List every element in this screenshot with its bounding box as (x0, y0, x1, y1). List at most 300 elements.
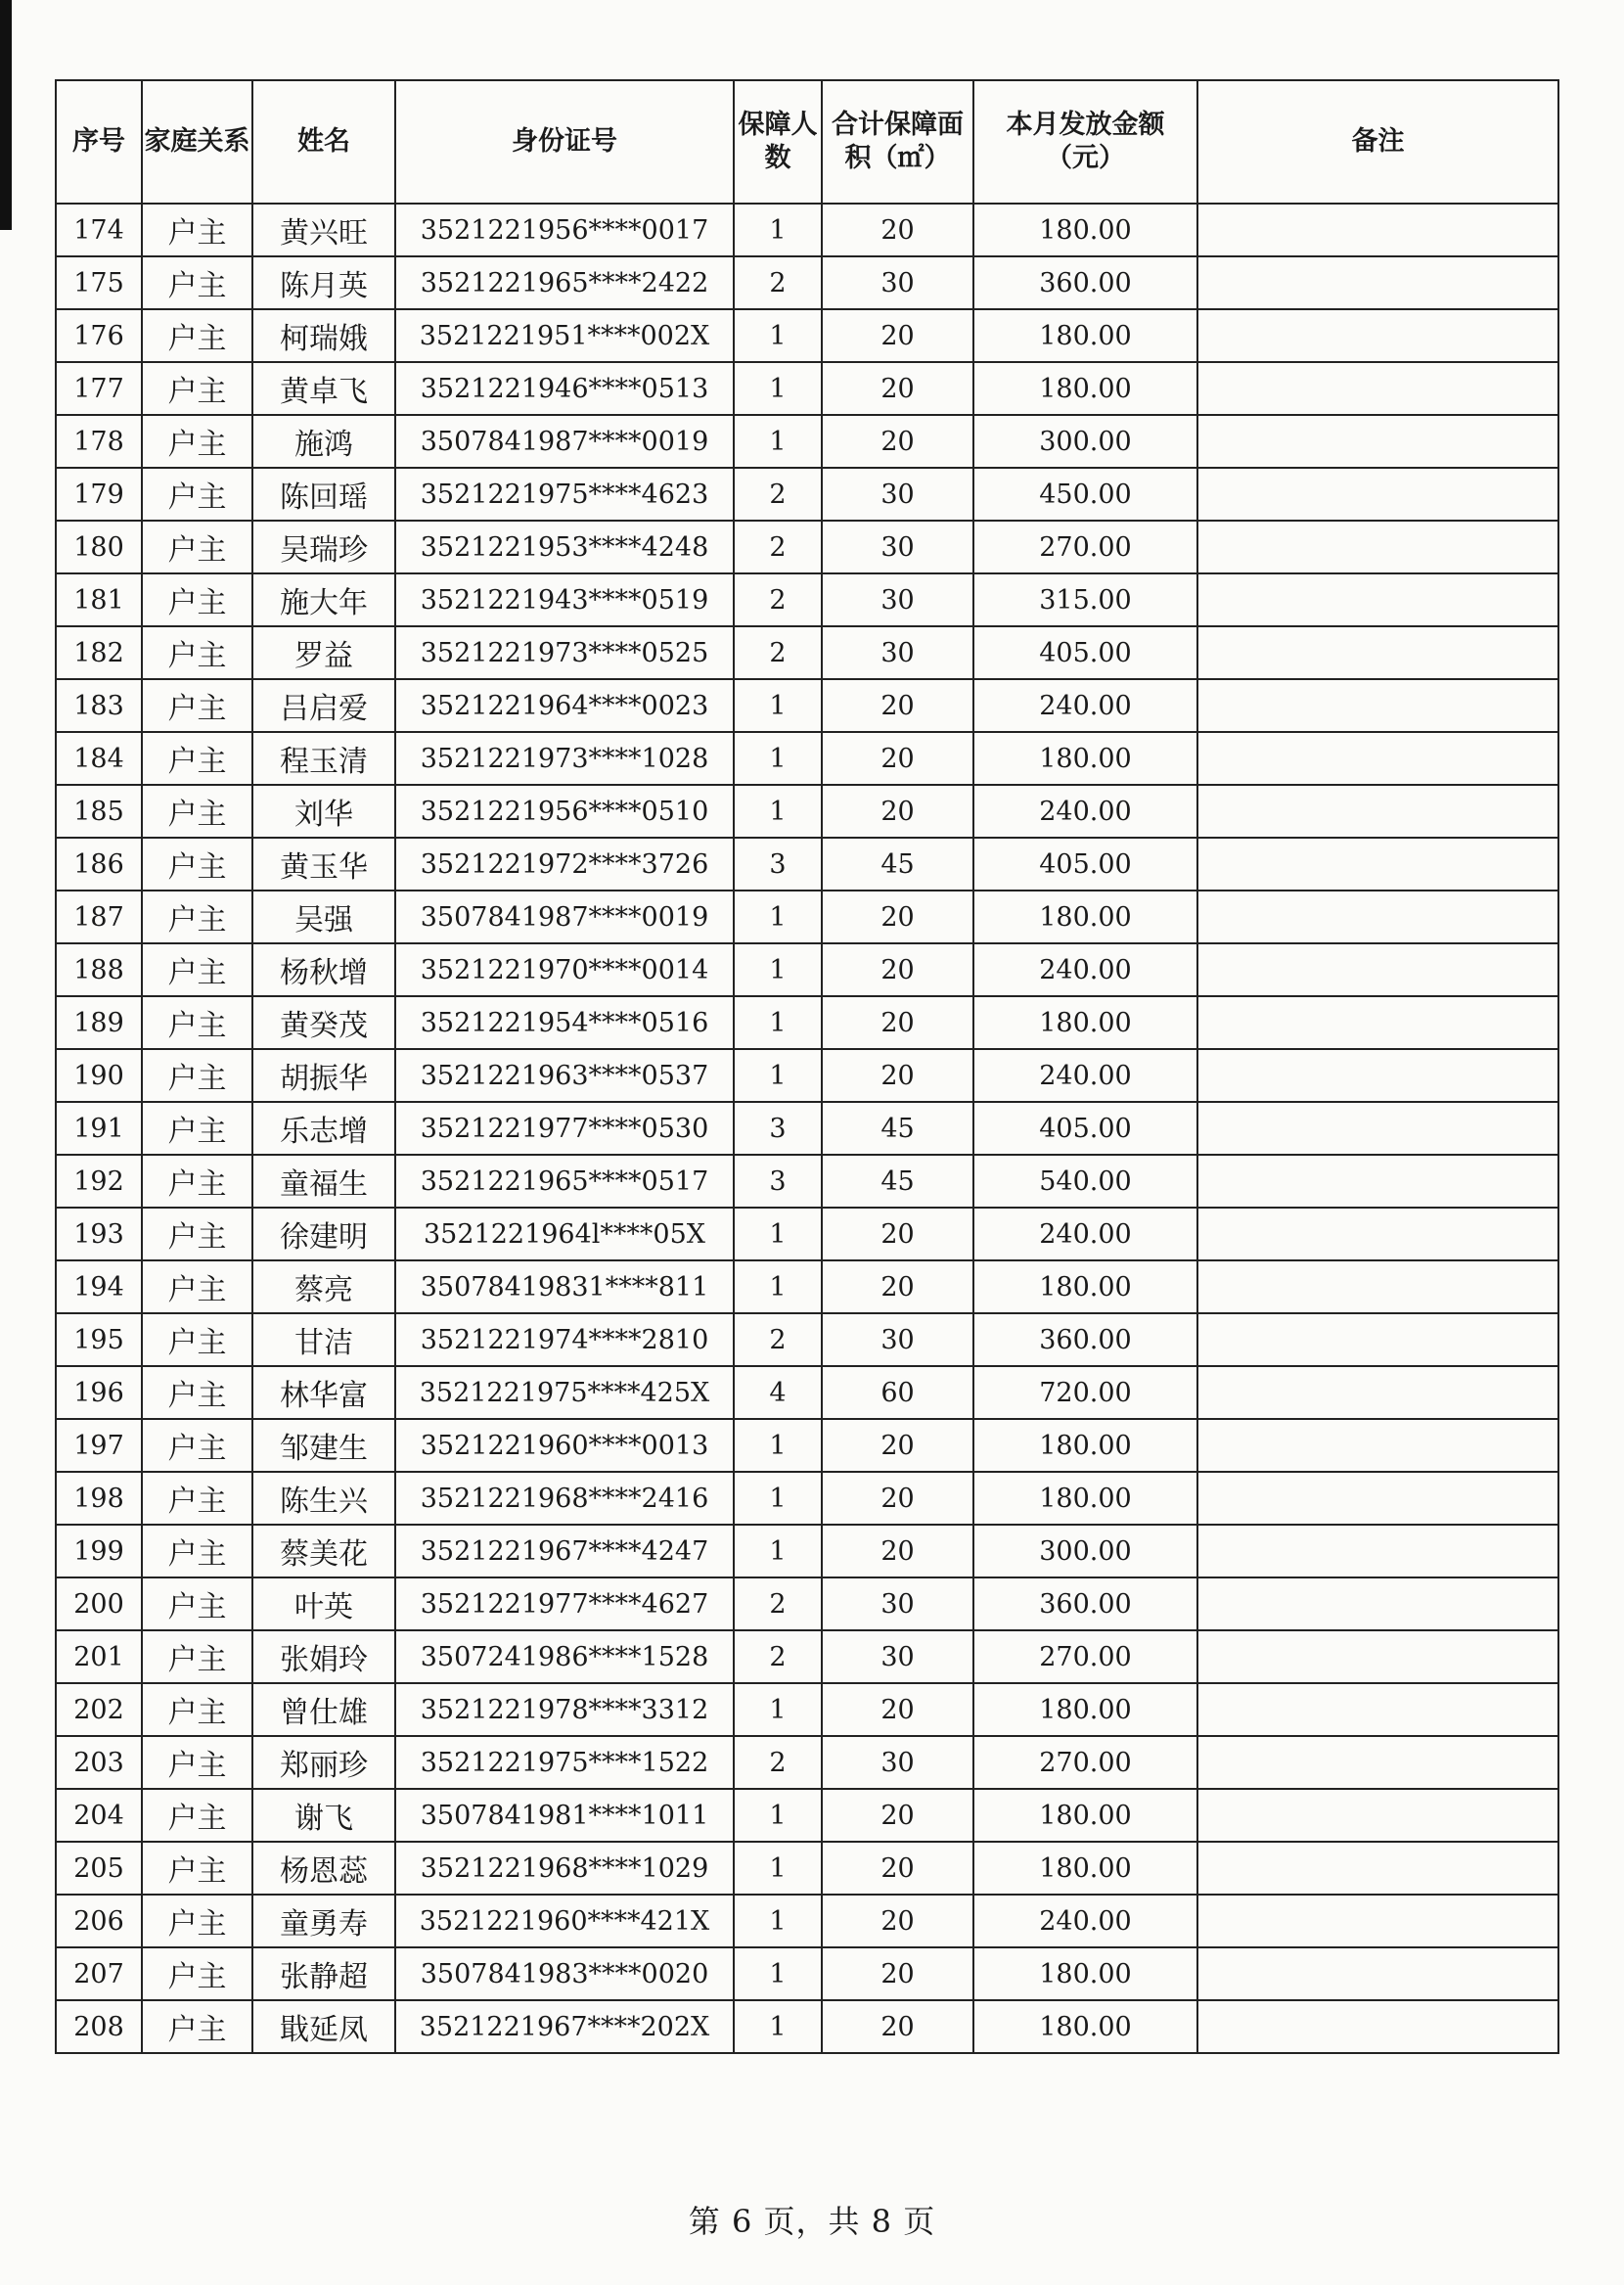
cell-amount: 315.00 (973, 573, 1197, 626)
cell-amount: 360.00 (973, 1313, 1197, 1366)
table-row (56, 573, 1558, 626)
cell-relation: 户主 (142, 1208, 252, 1260)
cell-persons: 1 (734, 785, 822, 838)
cell-relation: 户主 (142, 1947, 252, 2000)
cell-index: 183 (56, 679, 142, 732)
cell-remarks (1197, 573, 1558, 626)
cell-name: 陈生兴 (252, 1472, 395, 1525)
cell-relation: 户主 (142, 309, 252, 362)
cell-index: 174 (56, 204, 142, 256)
table-row (56, 1736, 1558, 1789)
cell-area: 20 (822, 1683, 973, 1736)
table-row (56, 1260, 1558, 1313)
cell-remarks (1197, 1736, 1558, 1789)
cell-name: 童勇寿 (252, 1895, 395, 1947)
cell-remarks (1197, 679, 1558, 732)
cell-relation: 户主 (142, 785, 252, 838)
cell-relation: 户主 (142, 1366, 252, 1419)
cell-amount: 180.00 (973, 1789, 1197, 1842)
cell-amount: 180.00 (973, 1947, 1197, 2000)
cell-id-number: 3521221956****0510 (395, 785, 734, 838)
cell-id-number: 3521221967****202X (395, 2000, 734, 2053)
cell-area: 20 (822, 1419, 973, 1472)
cell-index: 201 (56, 1630, 142, 1683)
cell-name: 甘洁 (252, 1313, 395, 1366)
cell-remarks (1197, 521, 1558, 573)
cell-amount: 180.00 (973, 204, 1197, 256)
cell-amount: 240.00 (973, 785, 1197, 838)
cell-persons: 1 (734, 1208, 822, 1260)
cell-index: 202 (56, 1683, 142, 1736)
cell-index: 198 (56, 1472, 142, 1525)
cell-remarks (1197, 1366, 1558, 1419)
cell-remarks (1197, 1260, 1558, 1313)
cell-area: 45 (822, 1102, 973, 1155)
cell-area: 20 (822, 1049, 973, 1102)
cell-id-number: 3521221977****4627 (395, 1577, 734, 1630)
cell-area: 20 (822, 204, 973, 256)
cell-persons: 1 (734, 1842, 822, 1895)
cell-area: 20 (822, 362, 973, 415)
table-row (56, 415, 1558, 468)
cell-id-number: 3521221964l****05X (395, 1208, 734, 1260)
cell-name: 曾仕雄 (252, 1683, 395, 1736)
cell-index: 205 (56, 1842, 142, 1895)
cell-amount: 270.00 (973, 1630, 1197, 1683)
table-row (56, 309, 1558, 362)
cell-index: 190 (56, 1049, 142, 1102)
table-row (56, 891, 1558, 943)
cell-relation: 户主 (142, 1577, 252, 1630)
cell-id-number: 3521221964****0023 (395, 679, 734, 732)
cell-persons: 1 (734, 204, 822, 256)
cell-remarks (1197, 1102, 1558, 1155)
cell-id-number: 3507841983****0020 (395, 1947, 734, 2000)
cell-remarks (1197, 785, 1558, 838)
cell-name: 胡振华 (252, 1049, 395, 1102)
cell-area: 20 (822, 415, 973, 468)
cell-name: 乐志增 (252, 1102, 395, 1155)
cell-name: 蔡美花 (252, 1525, 395, 1577)
cell-remarks (1197, 1577, 1558, 1630)
header-name: 姓名 (252, 80, 395, 204)
header-relation: 家庭关系 (142, 80, 252, 204)
cell-area: 20 (822, 1947, 973, 2000)
cell-persons: 2 (734, 573, 822, 626)
cell-name: 施鸿 (252, 415, 395, 468)
cell-index: 185 (56, 785, 142, 838)
cell-index: 182 (56, 626, 142, 679)
cell-id-number: 3521221978****3312 (395, 1683, 734, 1736)
cell-id-number: 3507841987****0019 (395, 891, 734, 943)
cell-amount: 180.00 (973, 362, 1197, 415)
cell-amount: 360.00 (973, 1577, 1197, 1630)
cell-id-number: 3521221973****1028 (395, 732, 734, 785)
cell-name: 郑丽珍 (252, 1736, 395, 1789)
cell-area: 30 (822, 1313, 973, 1366)
cell-persons: 1 (734, 1683, 822, 1736)
cell-name: 徐建明 (252, 1208, 395, 1260)
table-row (56, 362, 1558, 415)
cell-id-number: 3521221965****0517 (395, 1155, 734, 1208)
cell-persons: 2 (734, 468, 822, 521)
subsidy-table (55, 79, 1559, 2054)
cell-id-number: 3521221968****1029 (395, 1842, 734, 1895)
cell-remarks (1197, 838, 1558, 891)
header-index: 序号 (56, 80, 142, 204)
cell-area: 30 (822, 521, 973, 573)
table-row (56, 1842, 1558, 1895)
cell-amount: 540.00 (973, 1155, 1197, 1208)
cell-index: 187 (56, 891, 142, 943)
cell-id-number: 3521221960****0013 (395, 1419, 734, 1472)
cell-name: 吴强 (252, 891, 395, 943)
cell-id-number: 35078419831****811 (395, 1260, 734, 1313)
cell-area: 20 (822, 1260, 973, 1313)
cell-relation: 户主 (142, 1155, 252, 1208)
cell-name: 黄兴旺 (252, 204, 395, 256)
cell-name: 罗益 (252, 626, 395, 679)
cell-id-number: 3521221954****0516 (395, 996, 734, 1049)
cell-id-number: 3521221975****425X (395, 1366, 734, 1419)
cell-relation: 户主 (142, 1842, 252, 1895)
cell-remarks (1197, 256, 1558, 309)
cell-area: 20 (822, 309, 973, 362)
cell-persons: 1 (734, 1789, 822, 1842)
cell-id-number: 3521221975****4623 (395, 468, 734, 521)
cell-amount: 180.00 (973, 309, 1197, 362)
table-row (56, 2000, 1558, 2053)
cell-persons: 3 (734, 1155, 822, 1208)
cell-name: 程玉清 (252, 732, 395, 785)
cell-amount: 180.00 (973, 2000, 1197, 2053)
cell-id-number: 3521221970****0014 (395, 943, 734, 996)
cell-persons: 1 (734, 1472, 822, 1525)
cell-relation: 户主 (142, 1102, 252, 1155)
cell-remarks (1197, 1683, 1558, 1736)
cell-relation: 户主 (142, 362, 252, 415)
header-amount: 本月发放金额（元） (973, 80, 1197, 204)
cell-name: 张娟玲 (252, 1630, 395, 1683)
cell-name: 黄卓飞 (252, 362, 395, 415)
cell-amount: 180.00 (973, 1260, 1197, 1313)
cell-persons: 4 (734, 1366, 822, 1419)
cell-id-number: 3521221956****0017 (395, 204, 734, 256)
cell-amount: 240.00 (973, 1049, 1197, 1102)
cell-remarks (1197, 468, 1558, 521)
cell-index: 196 (56, 1366, 142, 1419)
cell-remarks (1197, 1472, 1558, 1525)
table-row (56, 1049, 1558, 1102)
cell-name: 谢飞 (252, 1789, 395, 1842)
cell-name: 黄癸茂 (252, 996, 395, 1049)
cell-persons: 3 (734, 1102, 822, 1155)
cell-persons: 2 (734, 521, 822, 573)
cell-index: 175 (56, 256, 142, 309)
cell-relation: 户主 (142, 573, 252, 626)
cell-amount: 240.00 (973, 1208, 1197, 1260)
cell-persons: 1 (734, 996, 822, 1049)
cell-id-number: 3521221953****4248 (395, 521, 734, 573)
cell-amount: 270.00 (973, 521, 1197, 573)
cell-persons: 1 (734, 679, 822, 732)
cell-area: 45 (822, 1155, 973, 1208)
cell-index: 203 (56, 1736, 142, 1789)
table-row (56, 256, 1558, 309)
cell-persons: 1 (734, 1419, 822, 1472)
cell-area: 20 (822, 679, 973, 732)
cell-index: 184 (56, 732, 142, 785)
cell-id-number: 3521221967****4247 (395, 1525, 734, 1577)
cell-relation: 户主 (142, 891, 252, 943)
table-row (56, 468, 1558, 521)
cell-relation: 户主 (142, 468, 252, 521)
cell-area: 20 (822, 996, 973, 1049)
cell-id-number: 3521221975****1522 (395, 1736, 734, 1789)
cell-id-number: 3521221960****421X (395, 1895, 734, 1947)
cell-area: 20 (822, 785, 973, 838)
cell-amount: 240.00 (973, 1895, 1197, 1947)
cell-remarks (1197, 1842, 1558, 1895)
cell-name: 戢延凤 (252, 2000, 395, 2053)
cell-index: 180 (56, 521, 142, 573)
scan-edge-mark (0, 0, 12, 230)
cell-area: 30 (822, 468, 973, 521)
table-row (56, 996, 1558, 1049)
cell-persons: 1 (734, 1525, 822, 1577)
cell-id-number: 3521221968****2416 (395, 1472, 734, 1525)
cell-area: 30 (822, 1736, 973, 1789)
cell-index: 178 (56, 415, 142, 468)
cell-amount: 300.00 (973, 1525, 1197, 1577)
cell-relation: 户主 (142, 1313, 252, 1366)
cell-name: 叶英 (252, 1577, 395, 1630)
cell-relation: 户主 (142, 1895, 252, 1947)
cell-name: 陈月英 (252, 256, 395, 309)
cell-area: 20 (822, 1472, 973, 1525)
cell-index: 207 (56, 1947, 142, 2000)
cell-remarks (1197, 891, 1558, 943)
table-row (56, 1895, 1558, 1947)
cell-relation: 户主 (142, 1736, 252, 1789)
cell-name: 杨恩蕊 (252, 1842, 395, 1895)
cell-name: 吴瑞珍 (252, 521, 395, 573)
cell-relation: 户主 (142, 838, 252, 891)
cell-area: 20 (822, 891, 973, 943)
cell-area: 30 (822, 1630, 973, 1683)
cell-amount: 405.00 (973, 838, 1197, 891)
cell-amount: 405.00 (973, 1102, 1197, 1155)
cell-area: 20 (822, 1895, 973, 1947)
cell-relation: 户主 (142, 1472, 252, 1525)
cell-remarks (1197, 1947, 1558, 2000)
cell-persons: 2 (734, 1577, 822, 1630)
cell-id-number: 3521221963****0537 (395, 1049, 734, 1102)
cell-index: 199 (56, 1525, 142, 1577)
table-row (56, 1525, 1558, 1577)
cell-relation: 户主 (142, 1419, 252, 1472)
cell-index: 195 (56, 1313, 142, 1366)
cell-remarks (1197, 1208, 1558, 1260)
cell-amount: 360.00 (973, 256, 1197, 309)
cell-persons: 3 (734, 838, 822, 891)
cell-amount: 180.00 (973, 1683, 1197, 1736)
cell-amount: 180.00 (973, 1472, 1197, 1525)
cell-relation: 户主 (142, 1049, 252, 1102)
cell-persons: 1 (734, 362, 822, 415)
cell-area: 30 (822, 573, 973, 626)
cell-id-number: 3521221946****0513 (395, 362, 734, 415)
cell-area: 30 (822, 626, 973, 679)
cell-relation: 户主 (142, 521, 252, 573)
cell-persons: 1 (734, 891, 822, 943)
cell-name: 黄玉华 (252, 838, 395, 891)
cell-id-number: 3521221977****0530 (395, 1102, 734, 1155)
cell-relation: 户主 (142, 626, 252, 679)
cell-name: 刘华 (252, 785, 395, 838)
subsidy-table-container (55, 79, 1557, 2054)
header-remarks: 备注 (1197, 80, 1558, 204)
cell-persons: 1 (734, 1049, 822, 1102)
cell-remarks (1197, 362, 1558, 415)
cell-relation: 户主 (142, 1260, 252, 1313)
cell-persons: 1 (734, 2000, 822, 2053)
cell-name: 童福生 (252, 1155, 395, 1208)
cell-amount: 180.00 (973, 1842, 1197, 1895)
table-row (56, 1208, 1558, 1260)
cell-id-number: 3521221951****002X (395, 309, 734, 362)
cell-area: 20 (822, 943, 973, 996)
table-row (56, 1419, 1558, 1472)
cell-id-number: 3521221974****2810 (395, 1313, 734, 1366)
table-row (56, 204, 1558, 256)
cell-remarks (1197, 996, 1558, 1049)
cell-amount: 180.00 (973, 1419, 1197, 1472)
cell-index: 192 (56, 1155, 142, 1208)
cell-relation: 户主 (142, 1789, 252, 1842)
cell-remarks (1197, 943, 1558, 996)
cell-persons: 2 (734, 256, 822, 309)
cell-amount: 180.00 (973, 891, 1197, 943)
cell-remarks (1197, 1049, 1558, 1102)
table-row (56, 1577, 1558, 1630)
cell-relation: 户主 (142, 679, 252, 732)
table-row (56, 1366, 1558, 1419)
cell-persons: 1 (734, 943, 822, 996)
cell-area: 30 (822, 1577, 973, 1630)
cell-index: 191 (56, 1102, 142, 1155)
cell-index: 194 (56, 1260, 142, 1313)
cell-persons: 1 (734, 415, 822, 468)
cell-remarks (1197, 1313, 1558, 1366)
table-row (56, 626, 1558, 679)
cell-name: 施大年 (252, 573, 395, 626)
cell-remarks (1197, 204, 1558, 256)
cell-area: 20 (822, 1525, 973, 1577)
table-row (56, 1947, 1558, 2000)
cell-persons: 1 (734, 732, 822, 785)
cell-id-number: 3521221943****0519 (395, 573, 734, 626)
cell-name: 蔡亮 (252, 1260, 395, 1313)
cell-amount: 180.00 (973, 996, 1197, 1049)
table-row (56, 679, 1558, 732)
cell-id-number: 3521221973****0525 (395, 626, 734, 679)
cell-name: 柯瑞娥 (252, 309, 395, 362)
cell-relation: 户主 (142, 1683, 252, 1736)
cell-id-number: 3521221965****2422 (395, 256, 734, 309)
table-row (56, 521, 1558, 573)
cell-area: 20 (822, 1789, 973, 1842)
cell-area: 30 (822, 256, 973, 309)
page-number: 第 6 页，共 8 页 (688, 2203, 936, 2240)
cell-index: 204 (56, 1789, 142, 1842)
cell-amount: 180.00 (973, 732, 1197, 785)
cell-relation: 户主 (142, 943, 252, 996)
cell-persons: 2 (734, 1736, 822, 1789)
table-row (56, 1683, 1558, 1736)
cell-persons: 2 (734, 1630, 822, 1683)
cell-remarks (1197, 2000, 1558, 2053)
cell-index: 193 (56, 1208, 142, 1260)
cell-name: 邹建生 (252, 1419, 395, 1472)
cell-persons: 1 (734, 1947, 822, 2000)
header-id-number: 身份证号 (395, 80, 734, 204)
cell-remarks (1197, 1895, 1558, 1947)
cell-remarks (1197, 415, 1558, 468)
cell-relation: 户主 (142, 2000, 252, 2053)
table-header-row (56, 80, 1558, 204)
cell-id-number: 3507841981****1011 (395, 1789, 734, 1842)
table-row (56, 838, 1558, 891)
header-area: 合计保障面积（㎡） (822, 80, 973, 204)
cell-relation: 户主 (142, 732, 252, 785)
cell-relation: 户主 (142, 1630, 252, 1683)
cell-name: 张静超 (252, 1947, 395, 2000)
cell-relation: 户主 (142, 256, 252, 309)
cell-index: 206 (56, 1895, 142, 1947)
cell-id-number: 3521221972****3726 (395, 838, 734, 891)
header-persons: 保障人数 (734, 80, 822, 204)
cell-index: 189 (56, 996, 142, 1049)
cell-id-number: 3507241986****1528 (395, 1630, 734, 1683)
cell-name: 杨秋增 (252, 943, 395, 996)
cell-remarks (1197, 1630, 1558, 1683)
cell-amount: 450.00 (973, 468, 1197, 521)
cell-persons: 1 (734, 1260, 822, 1313)
cell-area: 60 (822, 1366, 973, 1419)
cell-index: 177 (56, 362, 142, 415)
cell-amount: 300.00 (973, 415, 1197, 468)
cell-relation: 户主 (142, 204, 252, 256)
cell-name: 林华富 (252, 1366, 395, 1419)
table-row (56, 1472, 1558, 1525)
cell-area: 20 (822, 732, 973, 785)
table-row (56, 1789, 1558, 1842)
cell-remarks (1197, 1525, 1558, 1577)
cell-remarks (1197, 1419, 1558, 1472)
cell-index: 197 (56, 1419, 142, 1472)
cell-relation: 户主 (142, 415, 252, 468)
table-body (56, 204, 1558, 2053)
cell-persons: 1 (734, 1895, 822, 1947)
cell-remarks (1197, 309, 1558, 362)
table-row (56, 785, 1558, 838)
cell-area: 20 (822, 1842, 973, 1895)
table-row (56, 1102, 1558, 1155)
cell-relation: 户主 (142, 1525, 252, 1577)
table-row (56, 1313, 1558, 1366)
cell-remarks (1197, 732, 1558, 785)
